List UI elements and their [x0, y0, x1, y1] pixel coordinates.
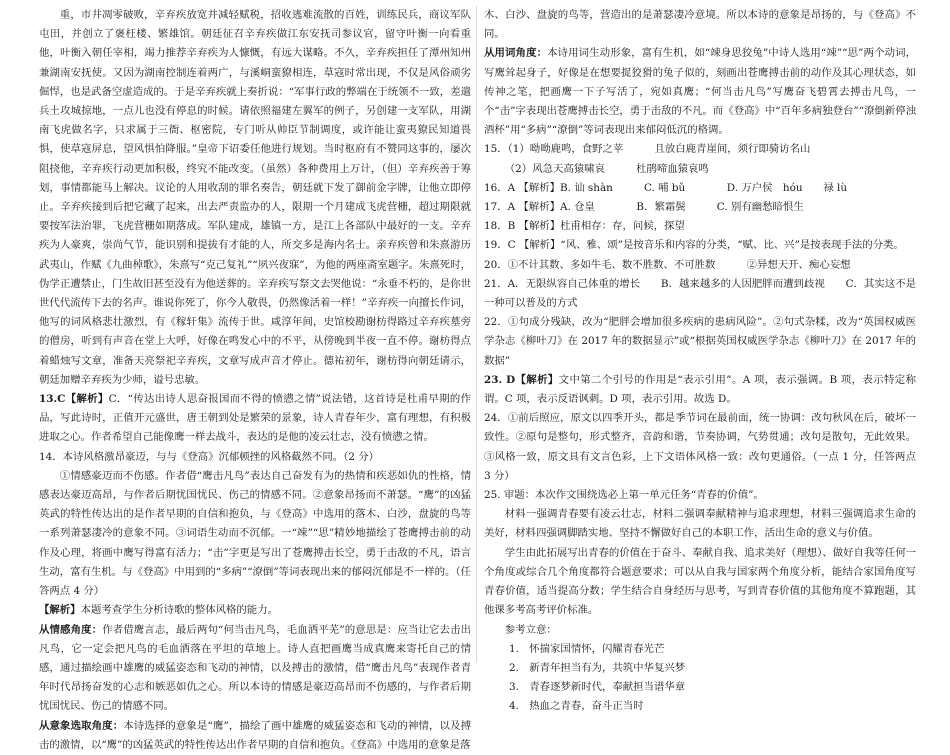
imagery-angle-paragraph	[39, 717, 471, 755]
angle-text: 作者借鹰言志，最后两句“何当击凡鸟，毛血洒平芜”的意思是：应当让它去击出凡鸟，它一定会把凡鸟的毛血洒落在平坦的草地上。诗人直把画鹰当成真鹰来寄托自己的情感，通过描绘画中雄鹰的威猛姿态和飞动的神情，以及搏击的激情，借“鹰击凡鸟”表现作者青年时代昂扬奋发的心志和嫉恶如仇之心。所以本诗的情感是豪迈高昂而不伤感的，与作者后期忧国忧民、伤己的情感不同。	[39, 623, 471, 713]
answer-21: 21．A．无限纵容自己体重的增长 B．越来越多的人因肥胖而遭到歧视 C．其实这不是一种可以普及的方式	[484, 277, 916, 310]
answer-25-title: 25. 审题：本次作文围绕选必上第一单元任务“青春的价值”。	[484, 489, 764, 502]
answer-15-1: 15．（1）呦呦鹿鸣，食野之苹 且放白鹿青崖间，须行即骑访名山	[484, 143, 811, 156]
answer-13	[39, 390, 471, 448]
answer-18: 18．B 【解析】杜甫相存：存，问候，探望	[484, 220, 685, 233]
answer-19: 19．C 【解析】“风、雅、颂”是按音乐和内容的分类，“赋、比、兴”是按表现手法的分类。	[484, 239, 904, 252]
translation-paragraph: 重，市井凋零破败，辛弃疾放宽并减轻赋税，招收逃难流散的百姓，训练民兵，商议军队屯田，并创立了褒枉楼、繁雄馆。朝廷征召辛弃疾做江东安抚司参议官，留守叶衡一向看重他，叶衡入朝任宰相，竭力推荐辛弃疾为人慷慨，有远大谋略。不久，辛弃疾担任了潭州知州兼湖南安抚使。又因为湖南控制连着两广，与溪峒蛮獠相连，草寇时常出现，不仅是风俗顽劣倔悍，也是武备空虚造成的。于是辛弃疾就上奏折说：“军事行政的弊端在于统领不一致，差遣兵土攻城掠地，一点儿也没有停息的时候。请依照福建左翼军的例子，另创建一支军队，用湖南飞虎做名字，只求属于三衙、枢密院，专门听从帅臣节制调度，或许能让蛮夷獠民知道畏惧，使草寇屏息，望风惧怕降服。”皇帝下诏委任他进行规划。当时枢府有不赞同这事的，屡次阻挠他，辛弃疾行动更加积极，终究不能改变。（虽然）各种费用上万计，（但）辛弃疾善于筹划，事情都能马上解决。议论的人用收刮的罪名奏告，朝廷就下发了御前金字牌，让他立即停止。辛弃疾接到后把它藏了起来，出去严责监办的人，限期一个月建成飞虎营栅，超过期限就要按军法治罪，飞虎营栅如期落成。军队建成，雄镇一方，是江上各部队中最好的一支。辛弃疾为人豪爽，崇尚气节，能识别和提拔有才能的人，所交多是海内名士。亲弃疾曾和朱熹游历武夷山，作赋《九曲棹歌》，朱熹写“克己复礼”“夙兴夜寐”，为他的两座斋室题字。朱熹死时，伪学正遭禁止，门生故旧甚至没有为他送葬的。辛弃疾写祭文去哭他说：“永垂不朽的，是你世世代代流传下去的名声。谁说你死了，你今人敬畏，仍然像活着一样！”辛弃疾一向擅长作词，他写的词风格悲壮激烈，有《稼轩集》流传于世。咸淳年间，史馆校勘谢枋得路过辛弃疾墓旁的僧房，听到有声音在堂上大呼，好像在鸣发心中的不平，从傍晚到半夜一直不停。谢枋得点着蜡烛写文章，准备天亮祭祀辛弃疾，文章写成声音才停止。德祐初年，谢枋得向朝廷请示，朝廷加赠辛弃疾为少师，谥号忠敏。	[39, 9, 471, 386]
left-column	[39, 6, 471, 751]
answer-14-points: ①情感豪迈而不伤感。作者借“鹰击凡鸟”表达自己奋发有为的热情和疾恶如仇的性格，情感表达豪迈高昂，与作者后期忧国忧民、伤己的情感不同。②意象昂扬而不萧瑟。“鹰”的凶猛英武的特性传达出的是作者早期的自信和抱负，与《登高》中选用的落木、白沙，盘旋的鸟等一系列萧瑟凄冷的意象不同。③词语生动而不沉郁。一“竦”“思”精妙地描绘了苍鹰搏击前的动作及心理，将画中鹰写得富有活力；“击”字更是写出了苍鹰搏击长空，勇于击敌的不凡，语言生动，富有生机。与《登高》中用到的“多病”“潦倒”等词表现出来的郁闷沉郁是不一样的。（任答两点 4 分）	[39, 469, 471, 598]
angle-label: 从用词角度：	[484, 47, 548, 60]
angle-text: 本诗用词生动形象，富有生机，如“竦身思狡兔”中诗人选用“竦”“思”两个动词，写鹰耸起身子，好像是在想要捉狡猾的兔子似的，刻画出苍鹰搏击前的动作及其心理状态，如传神之笔，把画鹰一下子写活了，宛如真鹰；“何当击凡鸟”写鹰奋飞碧霄去搏击凡鸟，一个“击”字表现出苍鹰搏击长空，勇于击敌的不凡。而《登高》中“百年多病独登台”“潦倒新停浊酒杯”用“多病”“潦倒”等词表现出来郁闷低沉的格调。	[484, 47, 917, 137]
angle-label: 从情感角度：	[39, 623, 103, 636]
wording-angle-paragraph	[484, 44, 916, 140]
right-column	[484, 6, 917, 713]
answer-17: 17．A 【解析】A. 仓皇 B．繁霜鬓 C. 别有幽愁暗恨生	[484, 201, 804, 214]
emotion-angle-paragraph	[39, 621, 471, 717]
reference-theme-item: 3. 青春逐梦新时代，奉献担当谱华章	[508, 681, 686, 694]
answer-25-materials: 材料一强调青春要有凌云壮志，材料二强调奉献精神与追求理想，材料三强调追求生命的美好，材料四强调脚踏实地、坚持不懈做好自己的本职工作，活出生命的意义与价值。	[484, 508, 916, 540]
reference-theme-item: 1. 怀揣家国情怀，闪耀青春光芒	[508, 642, 665, 655]
answer-text: C．“传达出诗人思奋报国而不得的愤懑之情”说法错，这首诗是杜甫早期的作品，写此诗时，正值开元盛世，唐王朝到处是繁荣的景象，诗人青春年少，富有理想，有积极进取之心。作者希望自己能像鹰一样去战斗，表达的是他的凌云壮志，没有愤懑之情。	[39, 393, 471, 444]
angle-text: 本诗选择的意象是“鹰”，描绘了画中雄鹰的威猛姿态和飞动的神情，以及搏击的激情，以“鹰”的凶猛英武的特性传达出作者早期的自信和抱负。《登高》中选用的意象是落	[39, 719, 471, 751]
column-divider	[476, 6, 477, 662]
angle-label: 从意象选取角度：	[39, 719, 124, 732]
reference-themes-heading: 参考立意：	[504, 623, 557, 636]
answer-23	[484, 371, 916, 409]
answer-24: 24．①前后照应，原文以四季开头，都是季节词在最前面，统一协调：改句秋风在后，破坏一致性。②原句是整句，形式整齐，音韵和谐，节奏协调，气势贯通；改句是散句，无此效果。③风格一致，原文具有文言色彩，上下文语体风格一致：改句更通俗。（一点 1 分，任答两点 3 分）	[484, 412, 916, 482]
reference-theme-item: 4. 热血之青春，奋斗正当时	[508, 700, 644, 713]
analysis-text: 本题考查学生分析诗歌的整体风格的能力。	[80, 604, 278, 617]
answer-22: 22．①句成分残缺，改为“肥胖会增加很多疾病的患病风险”。②句式杂糅，改为“英国权威医学杂志《柳叶刀》在 2017 年的数据显示”或“根据英国权威医学杂志《柳叶刀》在 2017 年的数据”	[484, 316, 916, 367]
answer-label: 13.C	[39, 393, 66, 406]
reference-theme-item: 2. 新青年担当有为，共筑中华复兴梦	[508, 661, 686, 674]
answer-text: 文中第二个引号的作用是“表示引用”。A 项，表示强调。B 项，表示特定称谓。C 项，表示反语讽刺。D 项，表示引用。故选 D。	[484, 373, 916, 406]
answer-label: 23. D【解析】	[484, 373, 559, 386]
answer-15-2: （2）风急天高猿啸哀 杜鹃啼血猿哀鸣	[504, 162, 709, 175]
answer-16: 16．A 【解析】B. 讪 shàn C. 哺 bǔ D. 万户侯 hóu 禄 lù	[484, 181, 848, 194]
answer-25-guidance: 学生由此拓展写出青春的价值在于奋斗、奉献自我、追求美好（理想）、做好自我等任何一个角度或综合几个角度都符合题意要求；可以从自我与国家两个角度分析，能结合家国角度写青春价值，适当提高分数；学生结合自身经历与思考，写到青春价值的其他角度不算跑题，其他课多考高考评价标准。	[484, 546, 916, 617]
imagery-angle-continued: 木、白沙、盘旋的鸟等，营造出的是萧瑟凄冷意境。所以本诗的意象是昂扬的，与《登高》不同。	[484, 9, 916, 41]
analysis-tag: 【解析】	[65, 393, 109, 406]
answer-14: 14．本诗风格激昂豪迈，与与《登高》沉郁顿挫的风格截然不同。（2 分）	[39, 450, 380, 463]
answer-20: 20．①不计其数、多如牛毛、数不胜数、不可胜数 ②异想天开、痴心妄想	[484, 258, 851, 271]
analysis-14	[39, 601, 471, 620]
analysis-tag: 【解析】	[39, 604, 81, 617]
